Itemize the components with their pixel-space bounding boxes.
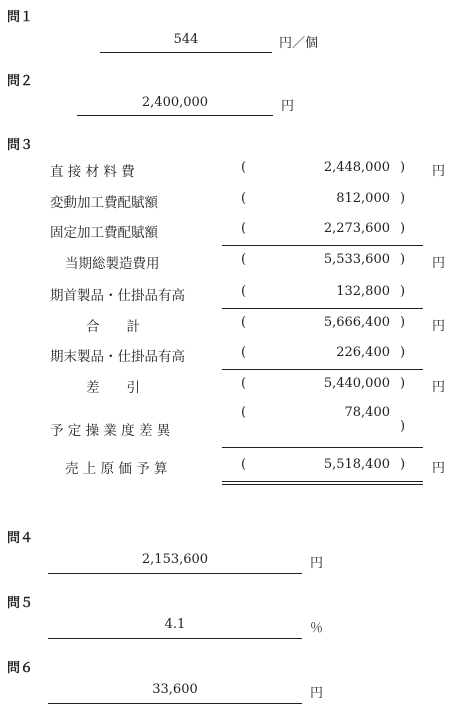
row-label-variable-processing: 変動加工費配賦額 bbox=[50, 195, 158, 211]
row-label-total-manufacturing: 当期総製造費用 bbox=[65, 256, 160, 272]
close-paren: ) bbox=[400, 376, 406, 391]
row-label-direct-material: 直 接 材 料 費 bbox=[50, 164, 135, 180]
row-unit: 円 bbox=[432, 164, 446, 179]
row-label-beginning-inventory: 期首製品・仕掛品有高 bbox=[50, 288, 185, 304]
question-5-answer: 4.1 bbox=[164, 617, 186, 632]
row-value-cost-of-sales-budget: 5,518,400 bbox=[323, 457, 390, 472]
row-value-ending-inventory: 226,400 bbox=[336, 345, 390, 360]
row-label-total: 合 計 bbox=[86, 319, 140, 335]
row-unit: 円 bbox=[432, 461, 446, 476]
close-paren: ) bbox=[400, 160, 406, 175]
row-value-fixed-processing: 2,273,600 bbox=[323, 221, 390, 236]
answer-line bbox=[48, 703, 302, 704]
close-paren: ) bbox=[400, 191, 406, 206]
open-paren: ( bbox=[241, 252, 247, 267]
close-paren: ) bbox=[400, 457, 406, 472]
row-value-difference: 5,440,000 bbox=[323, 376, 390, 391]
row-value-direct-material: 2,448,000 bbox=[323, 160, 390, 175]
close-paren: ) bbox=[400, 284, 406, 299]
row-label-cost-of-sales-budget: 売 上 原 価 予 算 bbox=[65, 461, 168, 477]
question-1-label: 問１ bbox=[7, 10, 34, 25]
row-label-planned-operation-variance: 予 定 操 業 度 差 異 bbox=[50, 423, 171, 439]
question-5-label: 問５ bbox=[7, 596, 34, 611]
answer-line bbox=[100, 52, 272, 53]
question-4-label: 問４ bbox=[7, 531, 34, 546]
subtotal-line bbox=[222, 308, 423, 309]
question-1-answer: 544 bbox=[173, 32, 199, 47]
close-paren: ) bbox=[400, 315, 406, 330]
question-3-label: 問３ bbox=[7, 138, 34, 153]
row-value-total-manufacturing: 5,533,600 bbox=[323, 252, 390, 267]
question-2-label: 問２ bbox=[7, 74, 34, 89]
question-6-answer: 33,600 bbox=[152, 682, 198, 697]
subtotal-line bbox=[222, 369, 423, 370]
row-unit: 円 bbox=[432, 256, 446, 271]
open-paren: ( bbox=[241, 284, 247, 299]
close-paren: ) bbox=[400, 345, 406, 360]
question-2-answer: 2,400,000 bbox=[141, 95, 209, 110]
question-5-unit: ％ bbox=[310, 621, 324, 636]
open-paren: ( bbox=[241, 405, 247, 420]
row-value-total: 5,666,400 bbox=[323, 315, 390, 330]
question-4-unit: 円 bbox=[310, 556, 324, 571]
row-label-ending-inventory: 期末製品・仕掛品有高 bbox=[50, 349, 185, 365]
subtotal-line bbox=[222, 245, 423, 246]
answer-line bbox=[48, 573, 302, 574]
row-value-variable-processing: 812,000 bbox=[336, 191, 390, 206]
answer-line bbox=[48, 638, 302, 639]
close-paren: ) bbox=[400, 252, 406, 267]
question-2-unit: 円 bbox=[281, 99, 295, 114]
answer-line bbox=[77, 115, 273, 116]
close-paren: ) bbox=[400, 419, 406, 434]
row-unit: 円 bbox=[432, 319, 446, 334]
question-6-label: 問６ bbox=[7, 661, 34, 676]
row-unit: 円 bbox=[432, 380, 446, 395]
open-paren: ( bbox=[241, 191, 247, 206]
subtotal-line bbox=[222, 447, 423, 448]
open-paren: ( bbox=[241, 315, 247, 330]
open-paren: ( bbox=[241, 457, 247, 472]
row-label-difference: 差 引 bbox=[86, 380, 140, 396]
open-paren: ( bbox=[241, 221, 247, 236]
row-label-fixed-processing: 固定加工費配賦額 bbox=[50, 225, 158, 241]
double-total-line bbox=[222, 481, 423, 485]
question-4-answer: 2,153,600 bbox=[141, 552, 209, 567]
open-paren: ( bbox=[241, 160, 247, 175]
open-paren: ( bbox=[241, 345, 247, 360]
question-6-unit: 円 bbox=[310, 686, 324, 701]
close-paren: ) bbox=[400, 221, 406, 236]
row-value-planned-operation-variance: 78,400 bbox=[344, 405, 390, 420]
open-paren: ( bbox=[241, 376, 247, 391]
row-value-beginning-inventory: 132,800 bbox=[336, 284, 390, 299]
question-1-unit: 円／個 bbox=[279, 36, 319, 51]
